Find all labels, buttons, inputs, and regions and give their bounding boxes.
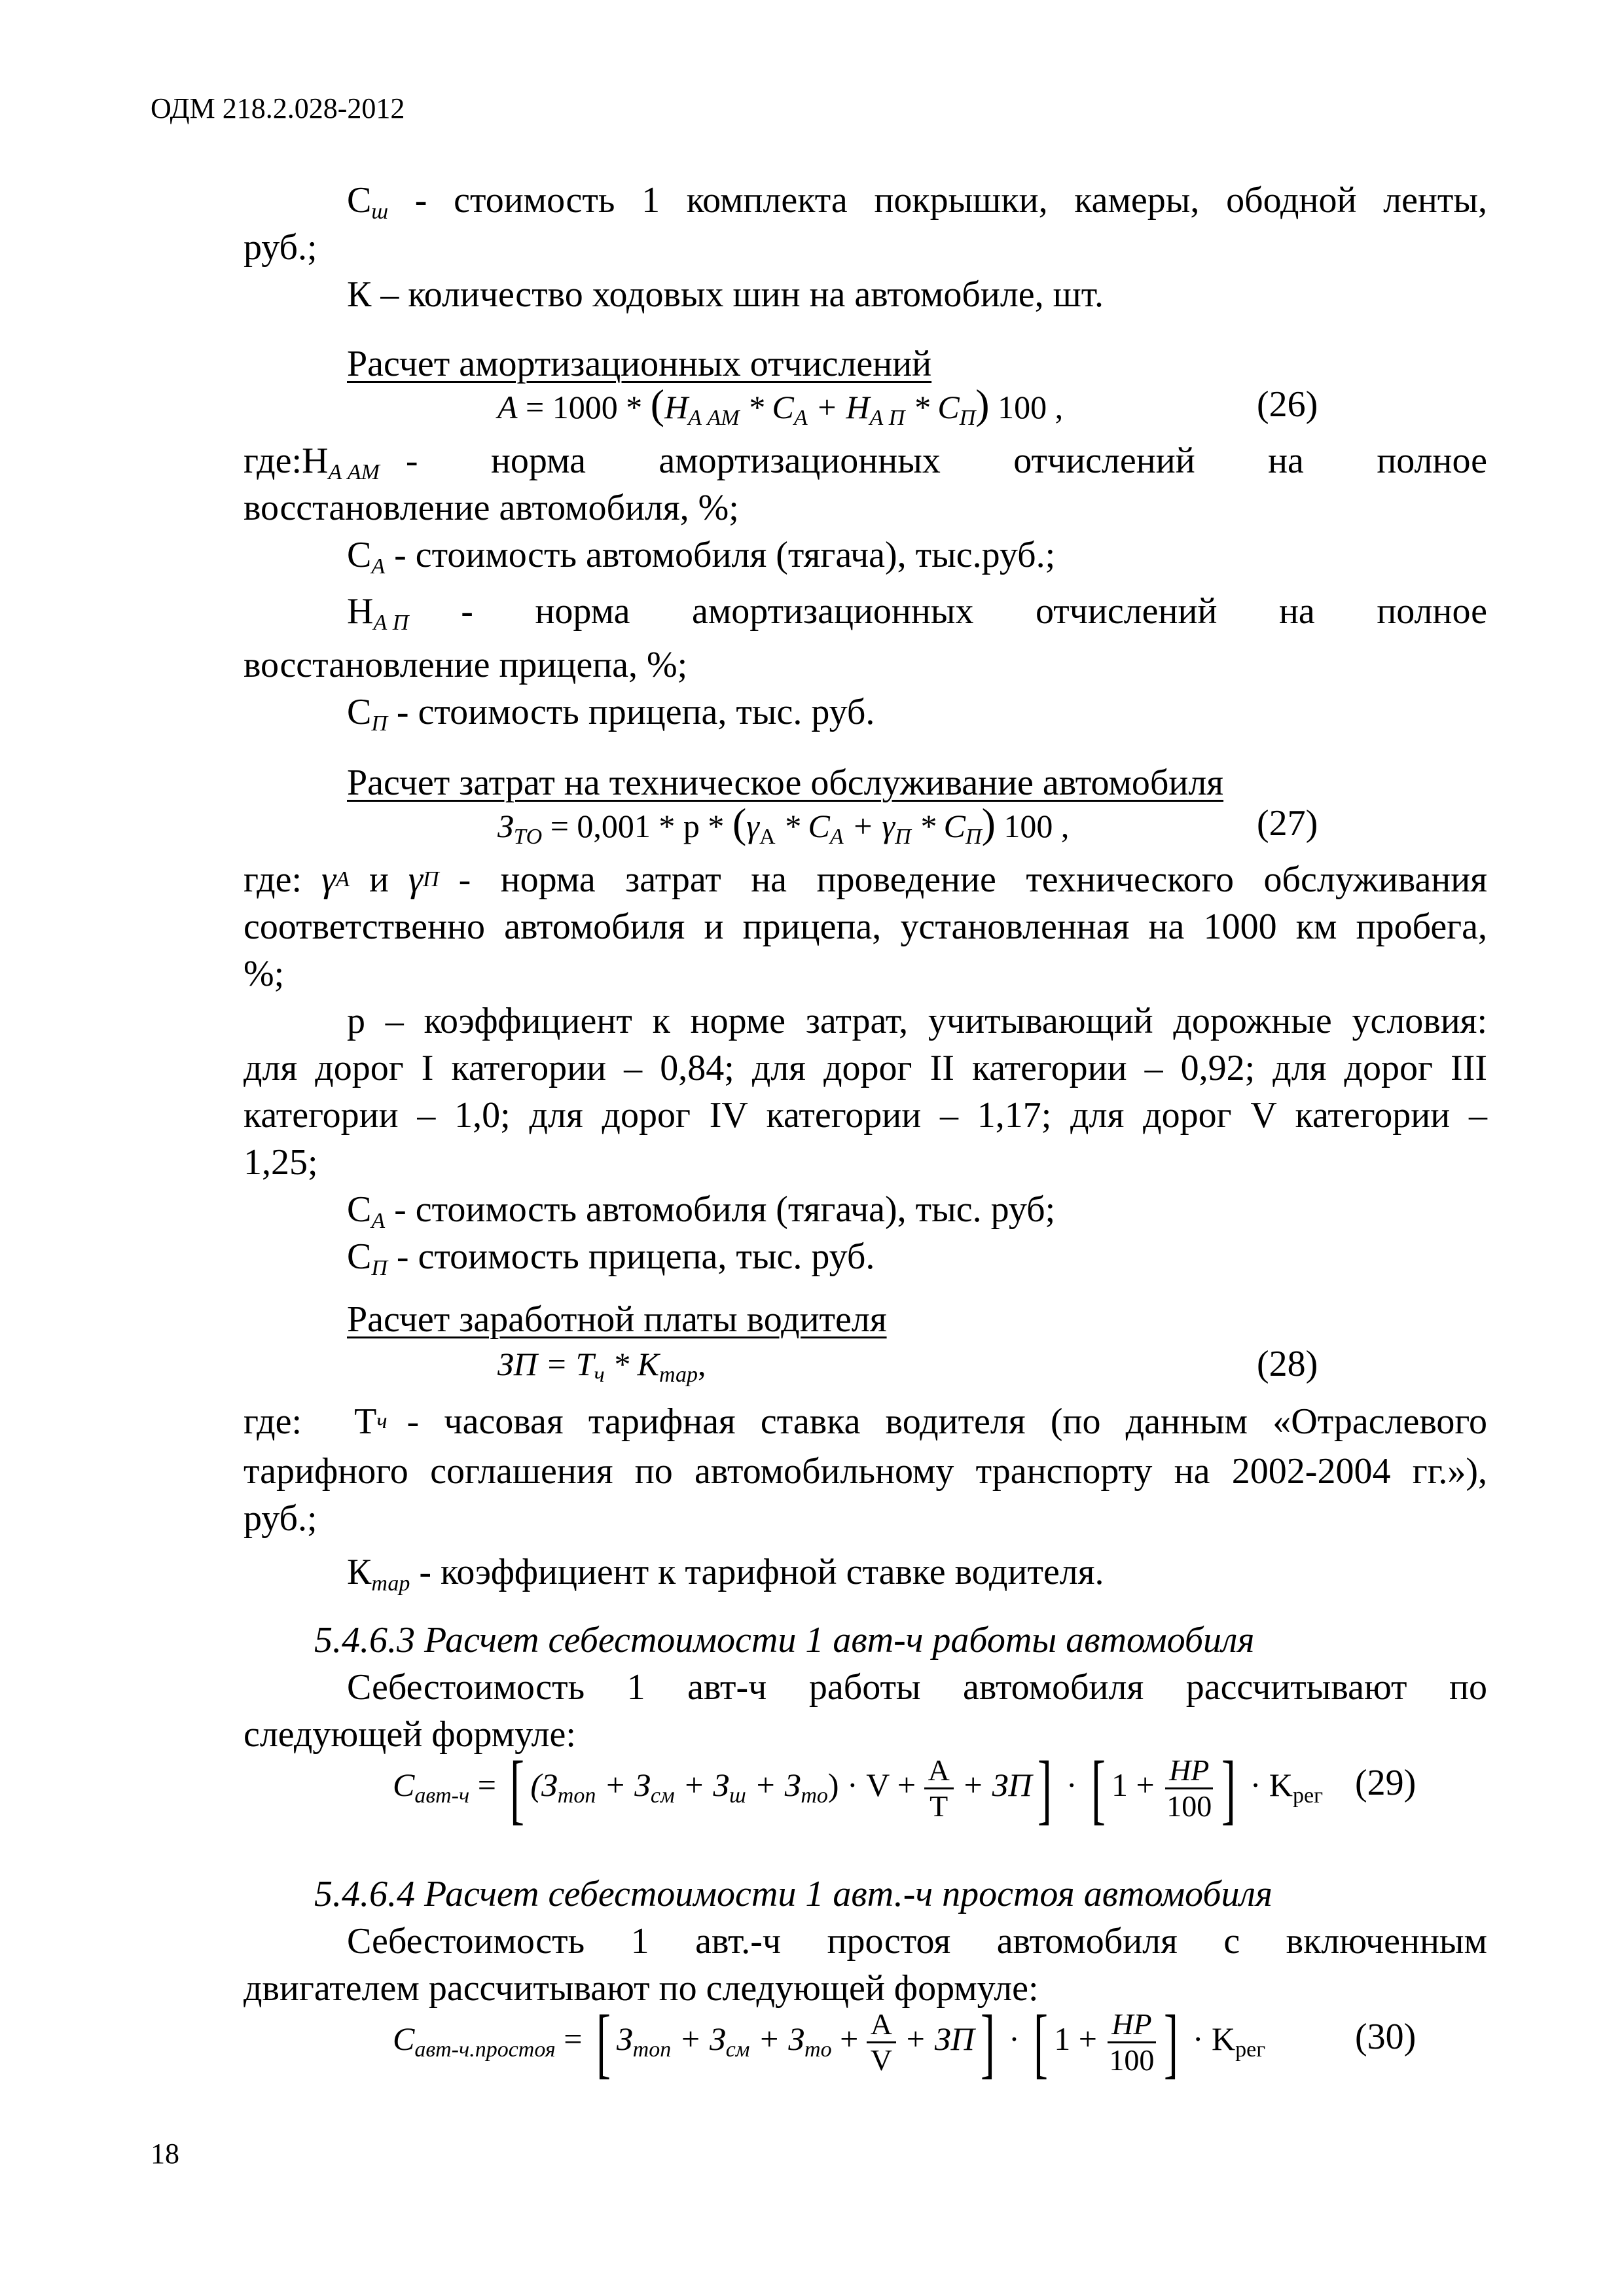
subsection-heading-5464: 5.4.6.4 Расчет себестоимости 1 авт.-ч простоя автомобиля	[314, 1874, 1272, 1914]
definition-line-tire-cost: $С_ш$ - стоимость 1 комплекта покрышки, камеры, ободной ленты,	[347, 180, 1487, 224]
section-heading-amortization: Расчет амортизационных отчислений	[347, 344, 932, 384]
text-line: руб.;	[244, 1498, 317, 1539]
text-line: Себестоимость 1 авт-ч работы автомобиля рассчитывают по	[347, 1667, 1487, 1708]
text-line: Себестоимость 1 авт.-ч простоя автомобиля с включенным	[347, 1921, 1487, 1962]
text-line: категории – 1,0; для дорог IV категории – 1,17; для дорог V категории –	[244, 1095, 1487, 1136]
section-heading-maintenance: Расчет затрат на техническое обслуживание автомобиля	[347, 762, 1224, 803]
text-line: следующей формуле:	[244, 1714, 576, 1755]
page-number: 18	[151, 2138, 179, 2170]
definition-line-trailer-cost: $С_П$ - стоимость прицепа, тыс. руб.	[347, 1236, 875, 1280]
definition-line-tire-count: К – количество ходовых шин на автомобиле, шт.	[347, 274, 1104, 315]
section-heading-wages: Расчет заработной платы водителя	[347, 1299, 887, 1340]
text-line: 1,25;	[244, 1142, 318, 1183]
text-line: восстановление автомобиля, %;	[244, 488, 739, 528]
text-line: р – коэффициент к норме затрат, учитывающий дорожные условия:	[347, 1001, 1487, 1041]
where-line-27: где: γ А и γ П - норма затрат на проведение технического обслуживания	[244, 859, 1487, 900]
text-line: соответственно автомобиля и прицепа, установленная на 1000 км пробега,	[244, 906, 1487, 947]
equation-number-30: (30)	[1355, 2017, 1416, 2057]
formula-27: $З_{ТО} = 0,001 * p * (\gamma_А * C_А + \gamma_П * C_П)$ 100 ,	[497, 800, 1070, 849]
text-line: восстановление прицепа, %;	[244, 645, 688, 685]
formula-29: $C_{авт-ч}$ = [ $(З_{топ} + З_{см} + З_ш + З_{то}) \cdot V$ + $\frac{A}{T}$ + ЗП] · [ 1 + $\frac{HP}{100}$ ] · $K_{рег}$	[393, 1744, 1324, 1832]
equation-number-27: (27)	[1257, 803, 1318, 844]
text-line: для дорог I категории – 0,84; для дорог II категории – 0,92; для дорог III	[244, 1048, 1487, 1088]
formula-30: $C_{авт-ч.простоя}$ = [ $З_{топ} + З_{см} + З_{то}$ + $\frac{A}{V}$ + ЗП] · [ 1 + $\frac{HP}{100}$ ] · $K_{рег}$	[393, 1998, 1266, 2086]
definition-line-car-cost: $С_А$ - стоимость автомобиля (тягача), тыс.руб.;	[347, 535, 1056, 579]
definition-line-trailer-cost: $С_П$ - стоимость прицепа, тыс. руб.	[347, 692, 875, 736]
definition-line-tariff-coef: $К_{тар}$ - коэффициент к тарифной ставке водителя.	[347, 1552, 1104, 1596]
equation-number-28: (28)	[1257, 1344, 1318, 1384]
where-line-26: где: $Н_{А АМ}$ - норма амортизационных отчислений на полное	[244, 440, 1487, 484]
equation-number-26: (26)	[1257, 384, 1318, 425]
document-header: ОДМ 218.2.028-2012	[151, 92, 405, 124]
definition-line-trailer-norm: $Н_{А П}$ - норма амортизационных отчислений на полное	[347, 591, 1487, 635]
formula-28: ЗП = $T_ч * K_{тар}$,	[497, 1346, 706, 1387]
text-line: тарифного соглашения по автомобильному транспорту на 2002-2004 гг.»),	[244, 1451, 1487, 1492]
definition-line-car-cost: $С_А$ - стоимость автомобиля (тягача), тыс. руб;	[347, 1189, 1056, 1233]
equation-number-29: (29)	[1355, 1763, 1416, 1803]
subsection-heading-5463: 5.4.6.3 Расчет себестоимости 1 авт-ч работы автомобиля	[314, 1620, 1255, 1660]
where-line-28: где: Т ч - часовая тарифная ставка водителя (по данным «Отраслевого	[244, 1401, 1487, 1442]
formula-26: $A = 1000 * (H_{А АМ} * C_А + H_{А П} * C_П)$ 100 ,	[497, 381, 1064, 430]
text-line: руб.;	[244, 227, 317, 268]
text-line: двигателем рассчитывают по следующей формуле:	[244, 1968, 1039, 2009]
text-line: %;	[244, 954, 285, 994]
